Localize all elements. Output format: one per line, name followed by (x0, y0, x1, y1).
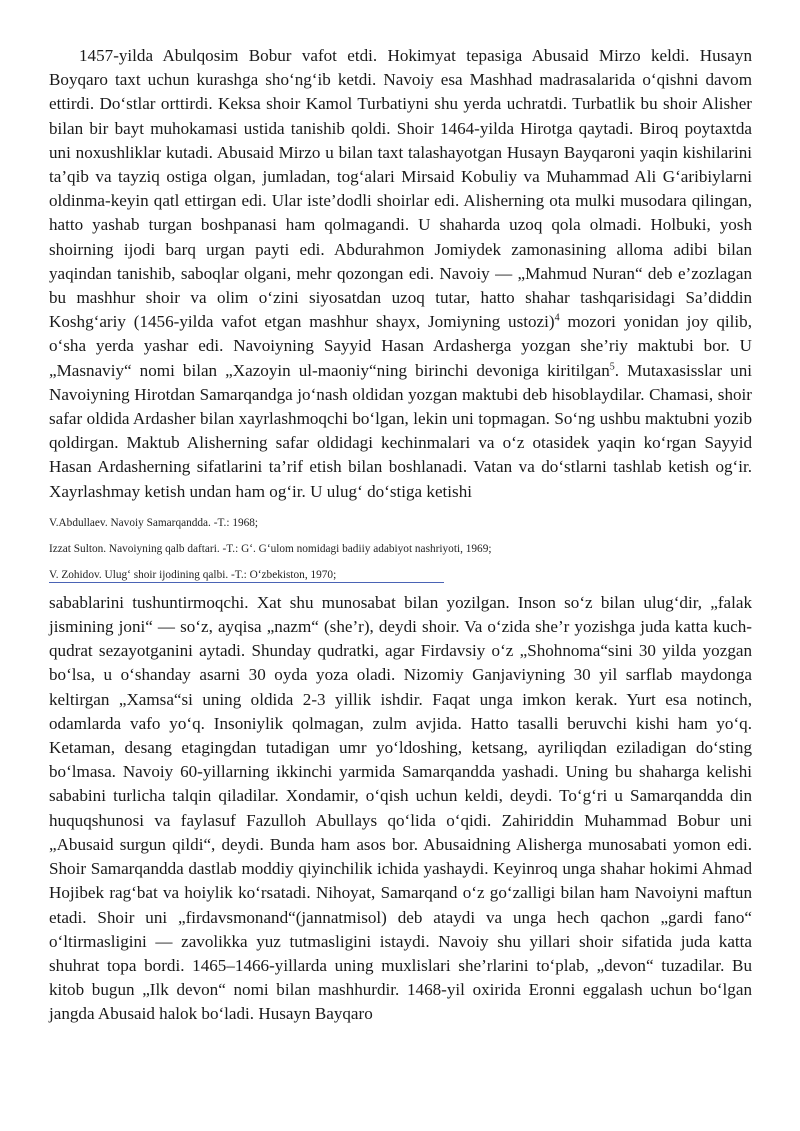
footnote-ref-5[interactable]: 5 (609, 360, 615, 372)
footnote: Izzat Sulton. Navoiyning qalb daftari. -T.: G‘. G‘ulom nomidagi badiiy adabiyot nashriyoti, 1969; (49, 542, 492, 555)
body-paragraph-1 (49, 44, 752, 504)
page-break-rule (49, 582, 444, 583)
document-page (49, 44, 752, 1027)
paragraph-text-part-a: 1457-yilda Abulqosim Bobur vafot etdi. Hokimyat tepasiga Abusaid Mirzo keldi. Husayn Boyqaro taxt uchun kurashga sho‘ng‘ib ketdi. Navoiy esa Mashhad madrasalarida o‘qishni davom ettirdi. Do‘stlar orttirdi. Keksa shoir Kamol Turbatiyni shu yerda uchratdi. Turbatlik bu shoir Alisher bilan bir bayt muhokamasi ustida tanishib qoldi. Shoir 1464-yilda Hirotga qaytadi. Biroq poytaxtda uni noxushliklar kutadi. Abusaid Mirzo u bilan taxt talashayotgan Husayn Bayqaroni yaqin kishilarini ta’qib va tayziq ostiga olgan, jumladan, tog‘alari Mirsaid Kobuliy va Muhammad Ali G‘aribiylarni oldinma-keyin qatl ettirgan edi. Ular iste’dodli shoirlar edi. Alisherning ota mulki musodara qilingan, hatto yashab turgan boshpanasi ham qolmagandi. U shaharda uzoq qola olmadi. Holbuki, yosh shoirning ijodi barq urgan payti edi. Abdurahmon Jomiydek zamonasining alloma adibi bilan yaqindan tanishib, saboqlar olgani, mehr qozongan edi. Navoiy — „Mahmud Nuran“ deb e’zozlagan bu mashhur shoir va olim o‘zini siyosatdan uzoq tutar, hatto shahar tashqarisidagi Sa’diddin Koshg‘ariy (1456-yilda vafot etgan mashhur shayx, Jomiyning ustozi) (49, 46, 752, 332)
footnotes (49, 516, 752, 582)
footnote: V. Zohidov. Ulug‘ shoir ijodining qalbi. -T.: O‘zbekiston, 1970; (49, 568, 337, 581)
paragraph-text-part-c: . Mutaxasisslar uni Navoiyning Hirotdan Samarqandga jo‘nash oldidan yozgan maktubi deb hisoblaydilar. Chamasi, shoir safar oldida Ardasher bilan xayrlashmoqchi bo‘lgan, lekin uni topmagan. So‘ng ushbu maktubni yozib qoldirgan. Maktub Alisherning safar oldidagi kechinmalari va o‘z otasidek yaqin ko‘rgan Sayyid Hasan Ardasherning sifatlarini ta’rif etish bilan boshlanadi. Vatan va do‘stlarni tashlab ketish og‘ir. Xayrlashmay ketish undan ham og‘ir. U ulug‘ do‘stiga ketishi (49, 360, 752, 501)
footnote-ref-4[interactable]: 4 (554, 312, 560, 324)
paragraph-text-part-b: mozori yonidan joy qilib, o‘sha yerda yashar edi. Navoiyning Sayyid Hasan Ardasherga yozgan she’riy maktubi bor. U „Masnaviy“ nomi bilan „Xazoyin ul-maoniy“ning birinchi devoniga kiritilgan (49, 312, 753, 380)
footnote: V.Abdullaev. Navoiy Samarqandda. -T.: 1968; (49, 516, 259, 529)
body-paragraph-2: sabablarini tushuntirmoqchi. Xat shu munosabat bilan yozilgan. Inson so‘z bilan ulug‘dir, „falak jismining joni“ — so‘z, ayqisa „nazm“ (she’r), deydi shoir. Va o‘zida she’r yozishga juda katta kuch-qudrat sezayotganini aytadi. Shunday qudratki, agar Firdavsiy o‘z „Shohnoma“sini 30 yilda yozgan bo‘lsa, u o‘shanday asarni 30 oyda yoza oladi. Nizomiy Ganjaviyning 30 yil sarflab maydonga keltirgan „Xamsa“si uning oldida 2-3 yillik ishdir. Faqat unga imkon kerak. Yurt esa notinch, odamlarda vafo yo‘q. Insoniylik qolmagan, zulm avjida. Hatto tasalli beruvchi kishi ham yo‘q. Ketaman, desang etagingdan tutadigan umr yo‘ldoshing, ketsang, ayriliqdan eziladigan do‘sting bo‘lmasa. Navoiy 60-yillarning ikkinchi yarmida Samarqandda yashadi. Uning bu shaharga kelishi sababini turlicha talqin qiladilar. Xondamir, o‘qish uchun keldi, deydi. To‘g‘ri u Samarqandda din huquqshunosi va faylasuf Fazulloh Abullays qo‘lida o‘qidi. Zahiriddin Muhammad Bobur uni „Abusaid surgun qildi“, deydi. Bunda ham asos bor. Abusaidning Alisherga munosabati yomon edi. Shoir Samarqandda dastlab moddiy qiyinchilik ichida yashaydi. Keyinroq unga shahar hokimi Ahmad Hojibek rag‘bat va hoiylik ko‘rsatadi. Nihoyat, Samarqand o‘z go‘zalligi bilan ham Navoiyni maftun etadi. Shoir uni „firdavsmonand“(jannatmisol) deb ataydi va unga hech qachon „gardi fano“ o‘ltirmasligini — zavolikka yuz tutmasligini istaydi. Navoiy shu yillari shoir sifatida juda katta shuhrat topa bordi. 1465–1466-yillarda uning muxlislari she’rlarini to‘plab, „devon“ tuzadilar. Bu kitob bugun „Ilk devon“ nomi bilan mashhurdir. 1468-yil oxirida Eronni eggalash uchun bo‘lgan jangda Abusaid halok bo‘ladi. Husayn Bayqaro (49, 592, 752, 1024)
